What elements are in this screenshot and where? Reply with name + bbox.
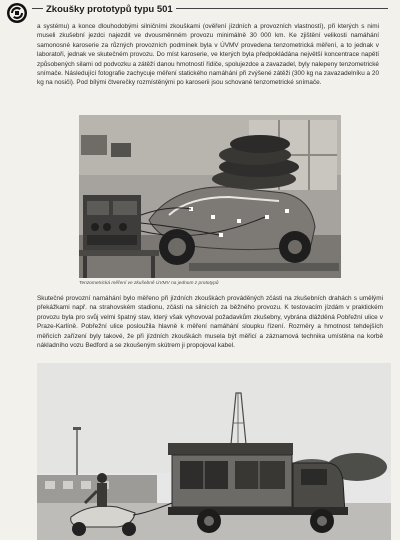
- photo-strain-gauge-lab: [79, 115, 341, 278]
- paragraph-intro: a systému) a konce dlouhodobými silničními zkouškami (ověření jízdních a provozních vlastností), při kterých s nimi museli zkušební jezdci najezdit ve dvousměnném provozu minimálně 30 000 km. Ke zjištění velikosti namáhání samonosné karoserie za různých provozních podmínek byla v ÚVMV provedena tenzometrická měření, a to jednak v laboratoři, jednak ve skutečném provozu. Do míst karoserie, ve kterých byla předpokládána největší koncentrace napětí způsobených silami od podvozku a zátěží danou hmotností řidiče, spolujezdce a zavazadel, byly nalepeny tenzometrické snímače. Následující fotografie zachycuje měření statického namáhání při zvýšené zátěži (300 kg na zavazadelníku a 20 kg na nosiči). Pod bílými čtverečky rozmístěnými po karoserii jsou schované tenzometrické snímače.: [37, 23, 379, 87]
- photo-bedford-truck-test: [37, 363, 391, 540]
- photo1-caption: Tenzometrická měření ve zkušebně ÚVMV na jednom z prototypů: [79, 281, 219, 286]
- chapter-title: Zkoušky prototypů typu 501: [43, 4, 176, 15]
- page-header: [6, 2, 400, 22]
- jawa-cz-logo-icon: [6, 2, 28, 24]
- paragraph-road-tests: Skutečné provozní namáhání bylo měřeno při jízdních zkouškách prováděných zčásti na zkušebních drahách s umělými překážkami např. na strahovském stadionu, zčásti na silnicích za běžného provozu. K testovacím jízdám v praktickém provozu byla pro svůj velmi špatný stav, který však vyhovoval požadavkům zkušebny, vybrána dlážděná Pobřežní ulice v Praze-Karlíně. Pobřežní ulice posloužila hlavně k měření namáhání sloupku řízení. Rozměry a hmotnost tehdejších měřicích zařízení byly takové, že při jízdních zkouškách musela být měřicí a záznamová technika umístěna na korbě nákladního vozu Bedford a se zkoušeným skútrem ji propojoval kabel.: [37, 295, 383, 350]
